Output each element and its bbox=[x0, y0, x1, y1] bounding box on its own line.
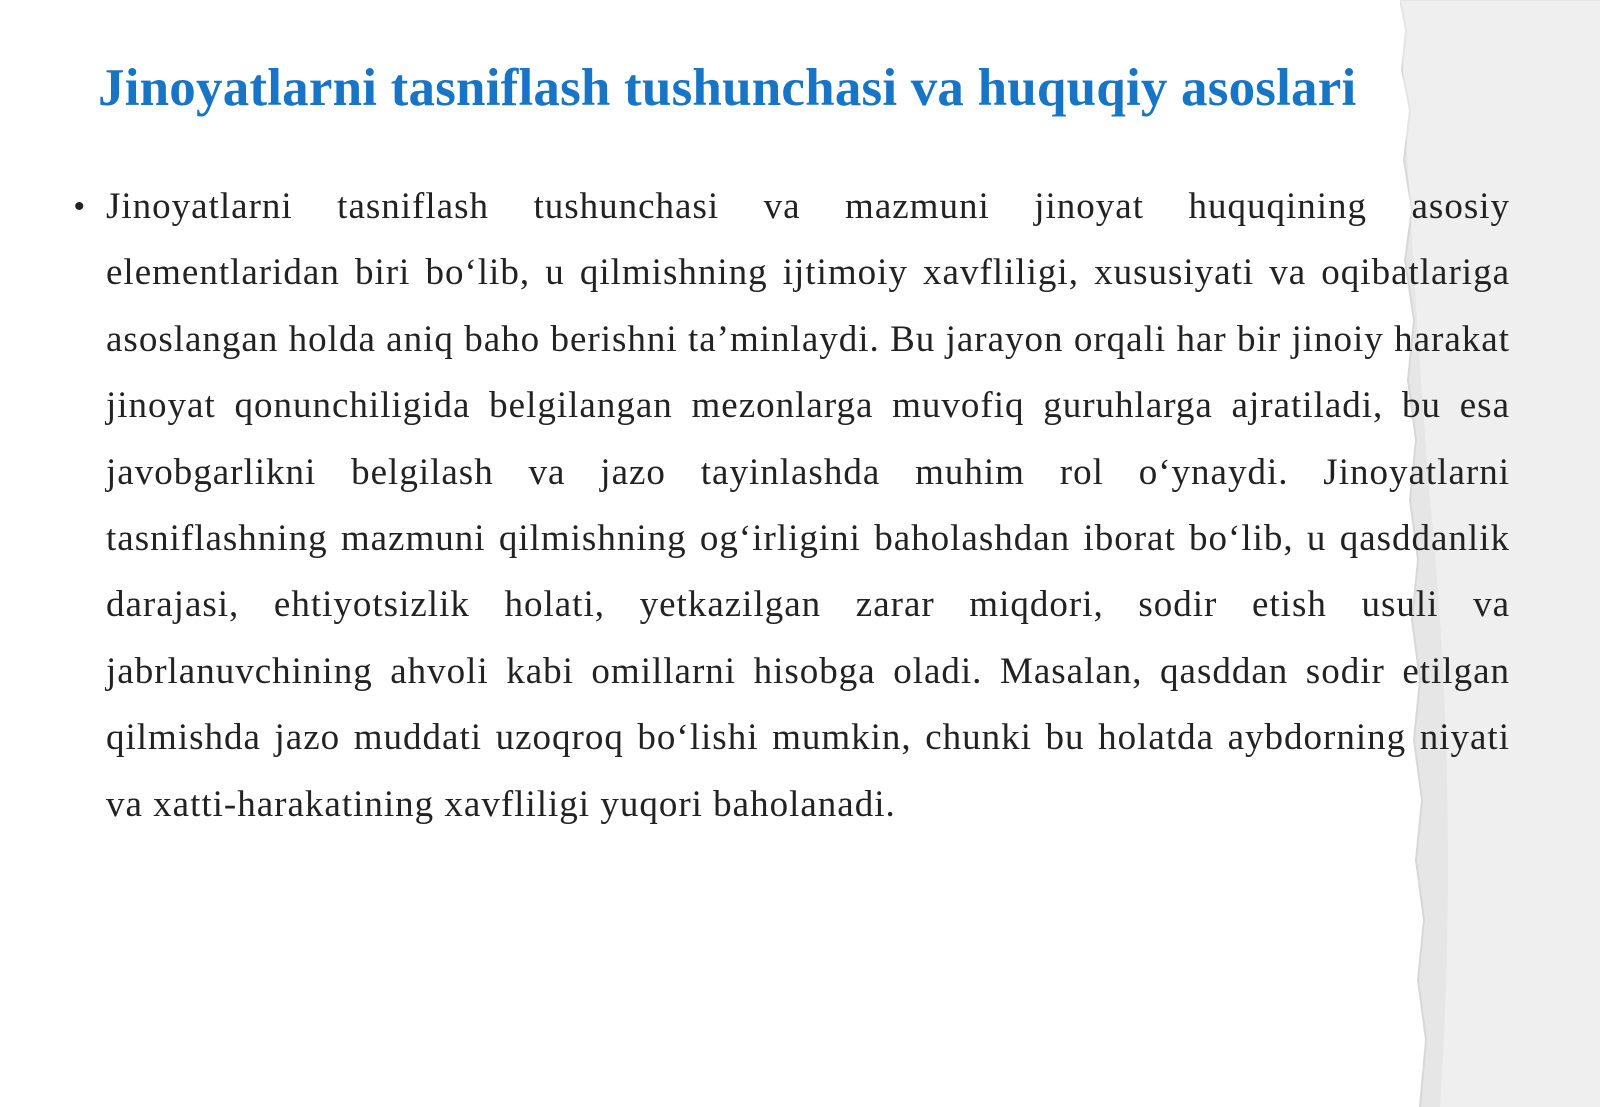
slide-title: Jinoyatlarni tasniflash tushunchasi va huquqiy asoslari bbox=[98, 59, 1357, 117]
bullet-text: Jinoyatlarni tasniflash tushunchasi va mazmuni jinoyat huquqining asosiy elementlaridan biri bo‘lib, u qilmishning ijtimoiy xavfliligi, xususiyati va oqibatlariga asoslangan holda aniq baho berishni ta’minlaydi. Bu jarayon orqali har bir jinoiy harakat jinoyat qonunchiligida belgilangan mezonlarga muvofiq guruhlarga ajratiladi, bu esa javobgarlikni belgilash va jazo tayinlashda muhim rol o‘ynaydi. Jinoyatlarni tasniflashning mazmuni qilmishning og‘irligini baholashdan iborat bo‘lib, u qasddanlik darajasi, ehtiyotsizlik holati, yetkazilgan zarar miqdori, sodir etish usuli va jabrlanuvchining ahvoli kabi omillarni hisobga oladi. Masalan, qasddan sodir etilgan qilmishda jazo muddati uzoqroq bo‘lishi mumkin, chunki bu holatda aybdorning niyati va xatti-harakatining xavfliligi yuqori baholanadi. bbox=[106, 186, 1510, 825]
bullet-list bbox=[74, 174, 1510, 838]
bullet-icon: • bbox=[74, 190, 85, 223]
bullet-item bbox=[74, 174, 1510, 838]
